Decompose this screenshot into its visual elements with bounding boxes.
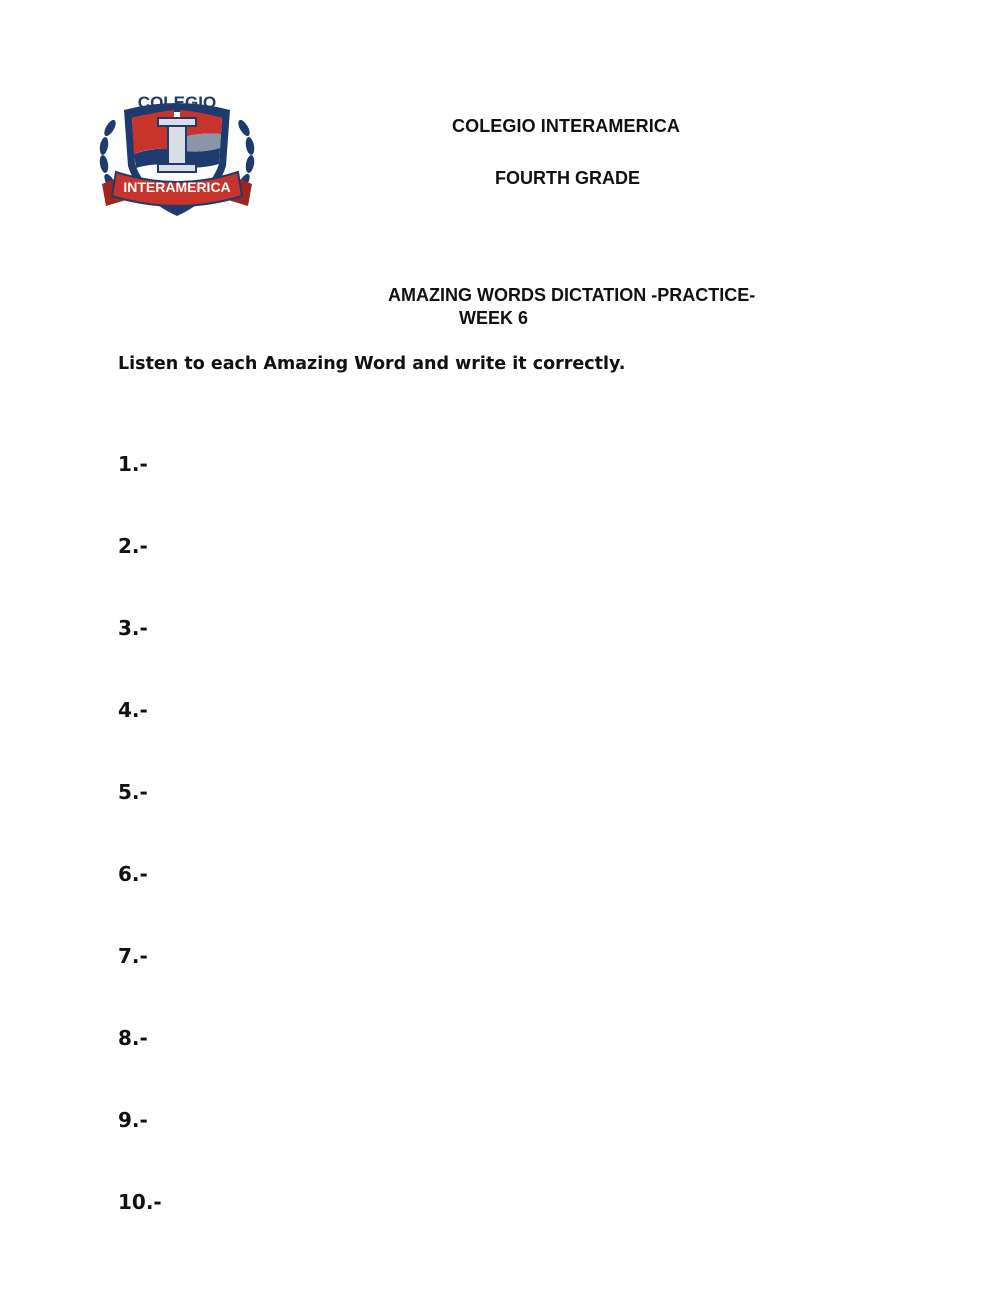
week-label: WEEK 6 xyxy=(459,308,529,328)
dictation-item-6: 6.- xyxy=(118,862,148,886)
school-crest-icon xyxy=(96,88,258,226)
dictation-item-10: 10.- xyxy=(118,1190,162,1214)
logo-top-text: COLEGIO xyxy=(137,93,217,112)
dictation-list xyxy=(118,450,162,1270)
logo-ribbon-text: INTERAMERICA xyxy=(123,179,231,195)
dictation-item-1: 1.- xyxy=(118,452,148,476)
dictation-item-7: 7.- xyxy=(118,944,148,968)
instructions: Listen to each Amazing Word and write it correctly. xyxy=(118,354,626,374)
school-name: COLEGIO INTERAMERICA xyxy=(452,116,681,136)
dictation-item-9: 9.- xyxy=(118,1108,148,1132)
school-logo xyxy=(96,88,258,226)
dictation-item-4: 4.- xyxy=(118,698,148,722)
worksheet-title: AMAZING WORDS DICTATION -PRACTICE- xyxy=(388,285,756,305)
dictation-item-5: 5.- xyxy=(118,780,148,804)
dictation-item-8: 8.- xyxy=(118,1026,148,1050)
grade-label: FOURTH GRADE xyxy=(495,168,640,188)
dictation-item-2: 2.- xyxy=(118,534,148,558)
dictation-item-3: 3.- xyxy=(118,616,148,640)
